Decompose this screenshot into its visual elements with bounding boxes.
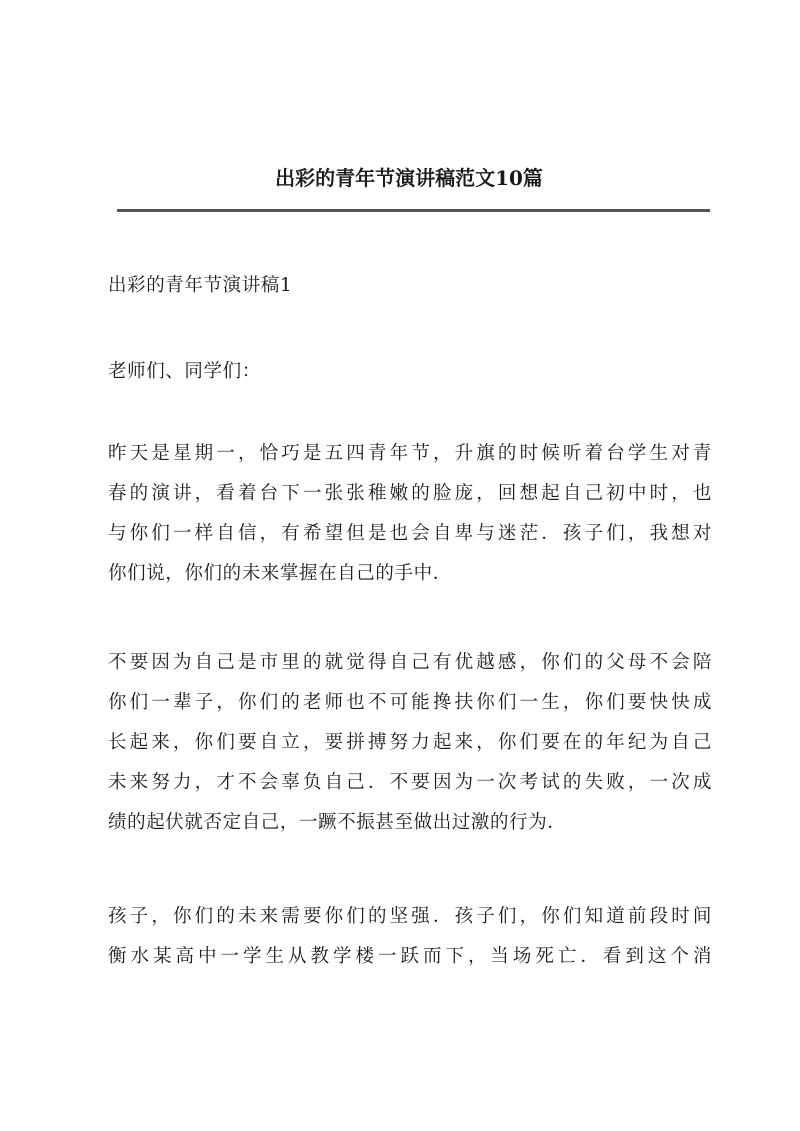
paragraph-line: 绩的起伏就否定自己，一蹶不振甚至做出过激的行为． (108, 812, 567, 833)
paragraph-line: 春的演讲，看着台下一张张稚嫩的脸庞，回想起自己初中时，也 (108, 483, 712, 504)
paragraph-2 (108, 647, 712, 839)
paragraph-line: 衡水某高中一学生从教学楼一跃而下，当场死亡．看到这个消 (108, 946, 712, 967)
paragraph-line: 你们一辈子，你们的老师也不可能搀扶你们一生，你们要快快成 (108, 692, 712, 713)
paragraph-line: 孩子，你们的未来需要你们的坚强．孩子们，你们知道前段时间 (108, 906, 712, 927)
paragraph-line: 昨天是星期一，恰巧是五四青年节，升旗的时候听着台学生对青 (108, 443, 712, 464)
paragraph-line: 长起来，你们要自立，要拼搏努力起来，你们要在的年纪为自己 (108, 732, 712, 753)
document-title: 出彩的青年节演讲稿范文10篇 (275, 166, 543, 190)
greeting: 老师们、同学们： (108, 361, 261, 382)
section-heading: 出彩的青年节演讲稿1 (108, 275, 293, 296)
paragraph-1 (108, 438, 712, 590)
title-underline (117, 209, 710, 212)
paragraph-line: 未来努力，才不会辜负自己．不要因为一次考试的失败，一次成 (108, 772, 712, 793)
paragraph-line: 不要因为自己是市里的就觉得自己有优越感，你们的父母不会陪 (108, 652, 712, 673)
paragraph-line: 与你们一样自信，有希望但是也会自卑与迷茫．孩子们，我想对 (108, 523, 712, 544)
paragraph-3 (108, 901, 712, 973)
paragraph-line: 你们说，你们的未来掌握在自己的手中． (108, 563, 452, 584)
